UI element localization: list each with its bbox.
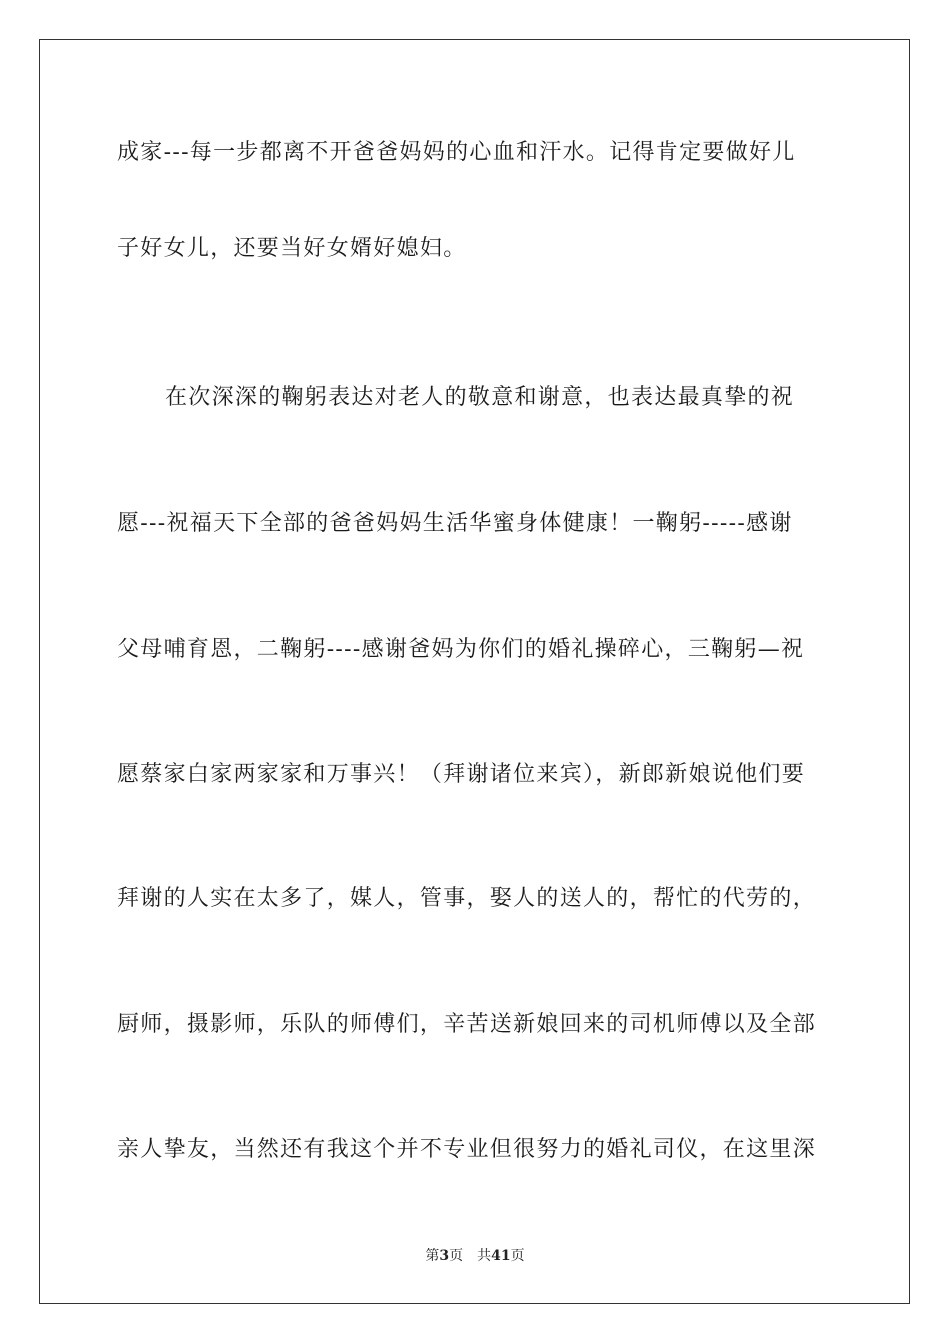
body-text-line-2: 子好女儿，还要当好女婿好媳妇。 (117, 236, 467, 261)
body-text-line-5: 父母哺育恩，二鞠躬----感谢爸妈为你们的婚礼操碎心，三鞠躬—祝 (117, 637, 805, 662)
body-text-line-6: 愿蔡家白家两家家和万事兴！（拜谢诸位来宾），新郎新娘说他们要 (117, 762, 806, 787)
body-text-line-7: 拜谢的人实在太多了，媒人，管事，娶人的送人的，帮忙的代劳的， (117, 886, 817, 911)
total-prefix: 共 (477, 1248, 492, 1264)
total-pages: 41 (491, 1248, 511, 1264)
page-number: 3 (439, 1248, 450, 1264)
body-text-line-3: 在次深深的鞠躬表达对老人的敬意和谢意，也表达最真挚的祝 (165, 385, 795, 410)
body-text-line-8: 厨师，摄影师，乐队的师傅们，辛苦送新娘回来的司机师傅以及全部 (117, 1012, 817, 1037)
page-suffix: 页 (449, 1248, 464, 1264)
body-text-line-4: 愿---祝福天下全部的爸爸妈妈生活华蜜身体健康！一鞠躬-----感谢 (117, 511, 793, 536)
page-border (39, 39, 910, 1304)
page-prefix: 第 (425, 1248, 440, 1264)
body-text-line-1: 成家---每一步都离不开爸爸妈妈的心血和汗水。记得肯定要做好儿 (117, 140, 796, 165)
total-suffix: 页 (510, 1248, 525, 1264)
page-footer (0, 1247, 950, 1265)
body-text-line-9: 亲人挚友，当然还有我这个并不专业但很努力的婚礼司仪，在这里深 (117, 1137, 817, 1162)
